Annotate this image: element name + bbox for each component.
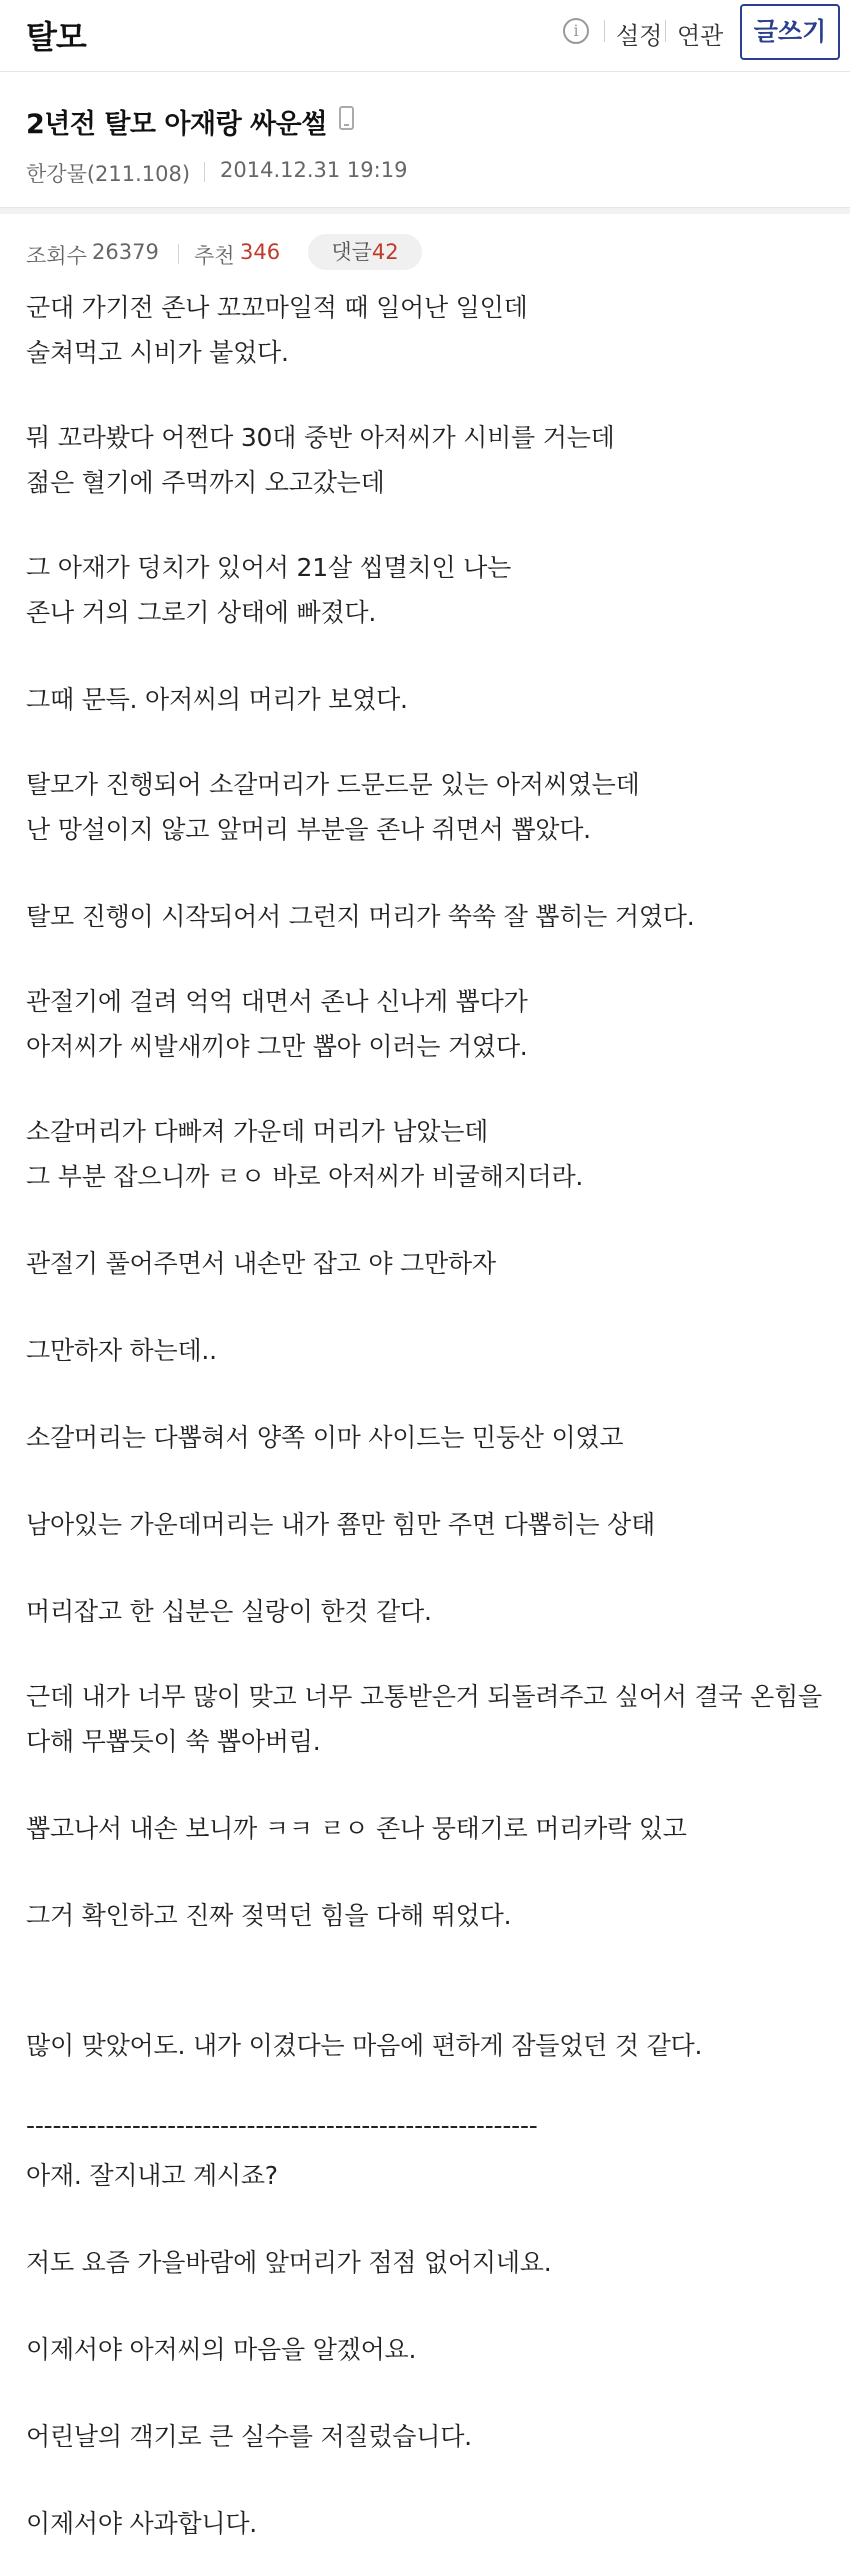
separator-line: ---------------------------------------------------------- (26, 2111, 538, 2140)
body-line: 소갈머리는 다뽑혀서 양쪽 이마 사이드는 민둥산 이였고 (26, 1423, 624, 1452)
recommend-label: 추천 (194, 244, 235, 268)
body-line: 저도 요즘 가을바람에 앞머리가 점점 없어지네요. (26, 2248, 552, 2277)
body-line: 탈모 진행이 시작되어서 그런지 머리가 쑥쑥 잘 뽑히는 거였다. (26, 902, 695, 931)
body-line: 존나 거의 그로기 상태에 빠졌다. (26, 598, 377, 627)
divider (178, 244, 179, 264)
views-count: 26379 (92, 240, 159, 264)
related-link[interactable]: 연관 (677, 22, 724, 50)
post-date: 2014.12.31 19:19 (220, 158, 408, 182)
body-line: 근데 내가 너무 많이 맞고 너무 고통받은거 되돌려주고 싶어서 결국 온힘을 (26, 1682, 822, 1711)
comments-count: 42 (371, 240, 399, 264)
body-line: 관절기에 걸려 억억 대면서 존나 신나게 뽑다가 (26, 987, 528, 1016)
body-line: 머리잡고 한 십분은 실랑이 한것 같다. (26, 1597, 432, 1626)
body-line: 뽑고나서 내손 보니까 ㅋㅋ ㄹㅇ 존나 뭉태기로 머리카락 있고 (26, 1814, 687, 1843)
body-line: 뭐 꼬라봤다 어쩐다 30대 중반 아저씨가 시비를 거는데 (26, 423, 615, 452)
body-line: 그 아재가 덩치가 있어서 21살 씹멸치인 나는 (26, 553, 512, 582)
info-icon[interactable]: i (563, 18, 589, 44)
divider (604, 20, 605, 42)
settings-link[interactable]: 설정 (616, 22, 663, 50)
body-line: 탈모가 진행되어 소갈머리가 드문드문 있는 아저씨였는데 (26, 770, 640, 799)
body-line: 소갈머리가 다빠져 가운데 머리가 남았는데 (26, 1117, 489, 1146)
body-line: 많이 맞았어도. 내가 이겼다는 마음에 편하게 잠들었던 것 같다. (26, 2031, 703, 2060)
board-name[interactable]: 탈모 (26, 18, 86, 56)
body-line: 아저씨가 씨발새끼야 그만 뽑아 이러는 거였다. (26, 1032, 528, 1061)
post-header (0, 72, 850, 208)
body-line: 이제서야 아저씨의 마음을 알겠어요. (26, 2335, 417, 2364)
body-line: 군대 가기전 존나 꼬꼬마일적 때 일어난 일인데 (26, 293, 528, 322)
comments-label: 댓글 (331, 240, 372, 264)
comments-button[interactable] (308, 234, 422, 270)
write-button[interactable]: 글쓰기 (740, 4, 840, 60)
divider (204, 162, 205, 182)
body-line: 그때 문득. 아저씨의 머리가 보였다. (26, 685, 408, 714)
body-line: 관절기 풀어주면서 내손만 잡고 야 그만하자 (26, 1249, 496, 1278)
body-line: 다해 무뽑듯이 쑥 뽑아버림. (26, 1727, 321, 1756)
top-bar (0, 0, 850, 72)
post-author[interactable]: 한강물(211.108) (26, 162, 191, 186)
body-line: 그만하자 하는데.. (26, 1336, 217, 1365)
body-line: 그거 확인하고 진짜 젖먹던 힘을 다해 뛰었다. (26, 1901, 512, 1930)
body-line: 어린날의 객기로 큰 실수를 저질렀습니다. (26, 2422, 472, 2451)
body-line: 남아있는 가운데머리는 내가 쬼만 힘만 주면 다뽑히는 상태 (26, 1510, 656, 1539)
views-label: 조회수 (26, 244, 87, 268)
mobile-icon (339, 106, 354, 130)
body-line: 난 망설이지 않고 앞머리 부분을 존나 쥐면서 뽑았다. (26, 815, 591, 844)
post-title: 2년전 탈모 아재랑 싸운썰 (26, 109, 327, 140)
recommend-count: 346 (240, 240, 281, 264)
body-line: 아재. 잘지내고 계시죠? (26, 2161, 278, 2190)
section-divider (0, 208, 850, 214)
body-line: 이제서야 사과합니다. (26, 2509, 258, 2538)
body-line: 젊은 혈기에 주먹까지 오고갔는데 (26, 468, 385, 497)
body-line: 술쳐먹고 시비가 붙었다. (26, 338, 289, 367)
body-line: 그 부분 잡으니까 ㄹㅇ 바로 아저씨가 비굴해지더라. (26, 1162, 584, 1191)
divider (665, 20, 666, 42)
